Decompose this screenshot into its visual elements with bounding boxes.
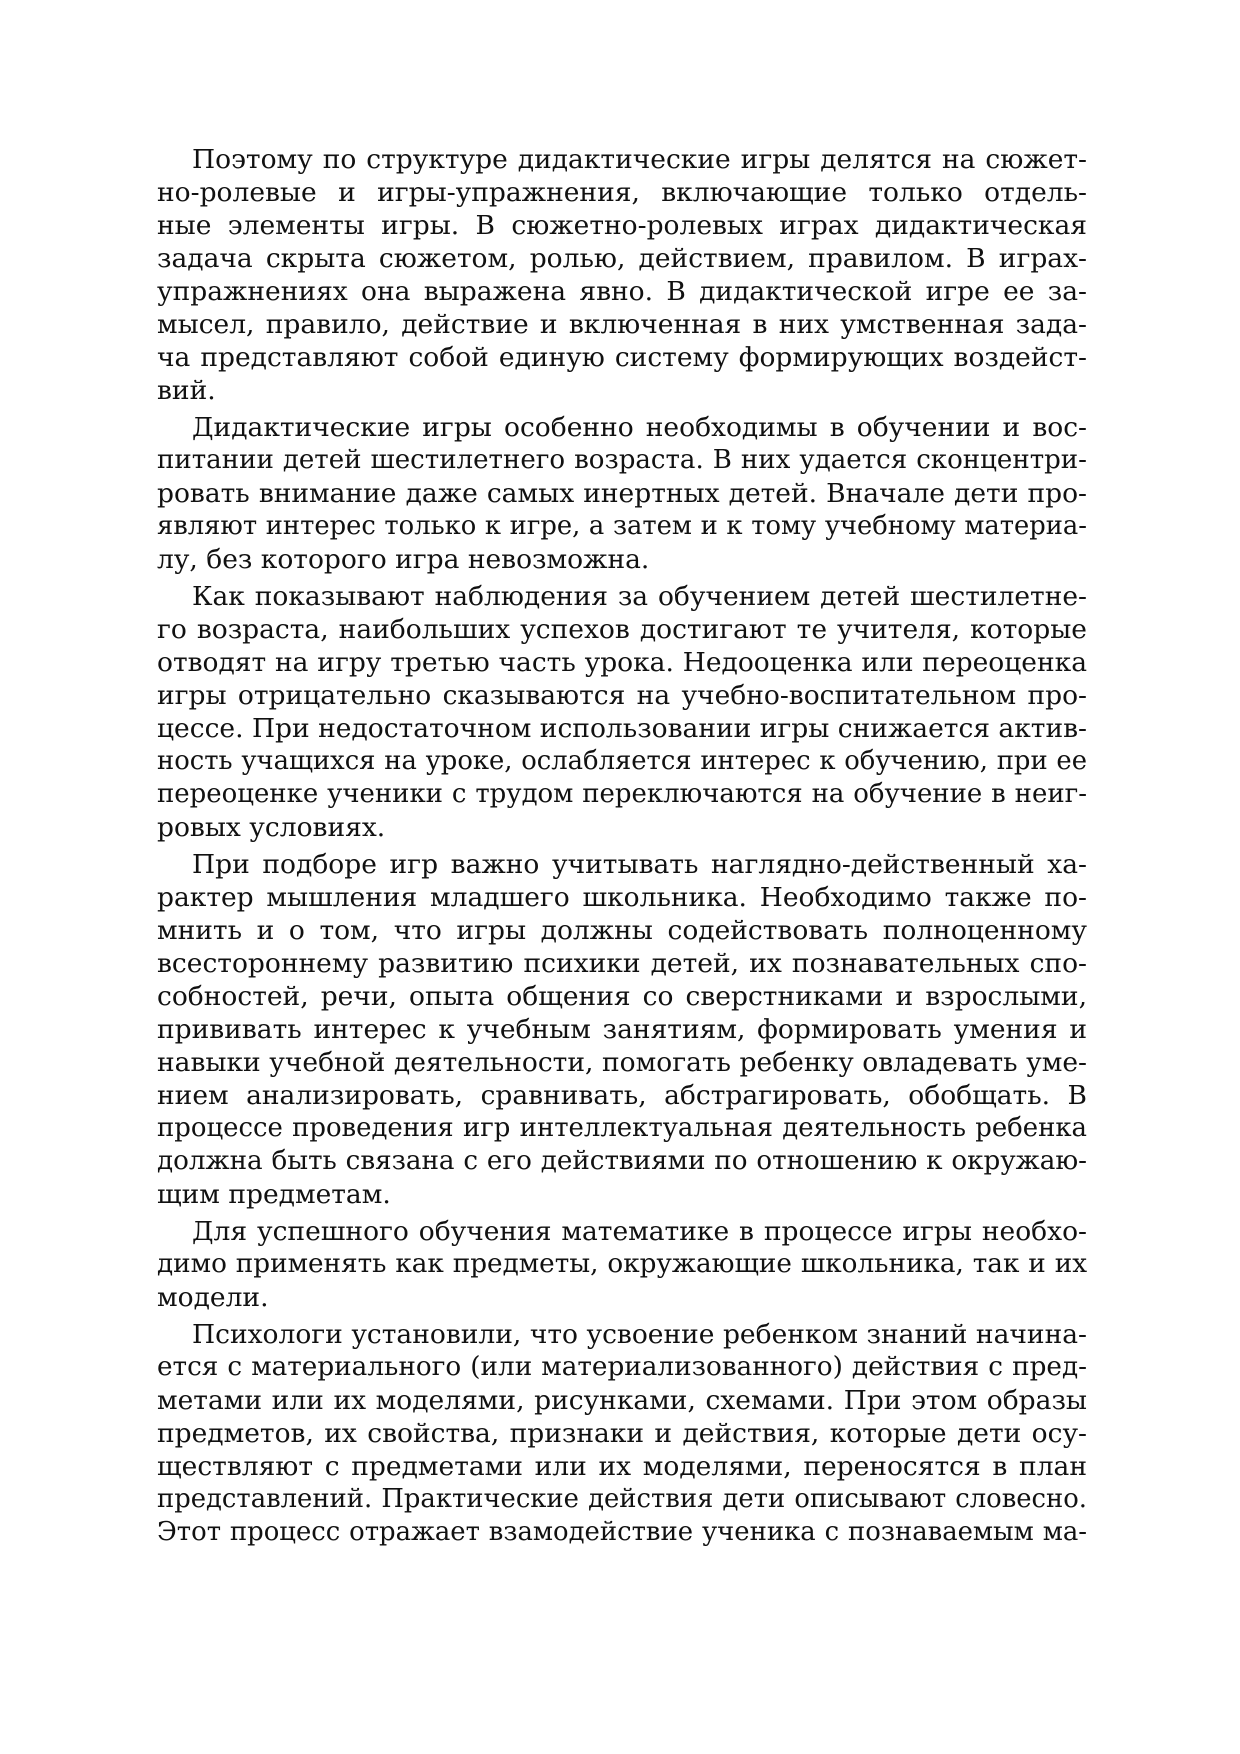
text-line: предметов, их свойства, признаки и действия, которые дети осу- (157, 1418, 1087, 1449)
paragraph (157, 143, 1087, 407)
text-line: ча представляют собой единую систему формирующих воздейст- (157, 342, 1087, 373)
text-line: нием анализировать, сравнивать, абстрагировать, обобщать. В (157, 1080, 1087, 1111)
text-line: мысел, правило, действие и включенная в них умственная зада- (157, 309, 1087, 340)
text-line: собностей, речи, опыта общения со сверстниками и взрослыми, (157, 981, 1087, 1012)
text-line: цессе. При недостаточном использовании игры снижается актив- (157, 713, 1087, 744)
text-line: Как показывают наблюдения за обучением детей шестилетне- (192, 581, 1087, 612)
text-line: Поэтому по структуре дидактические игры делятся на сюжет- (192, 144, 1087, 175)
text-line: прививать интерес к учебным занятиям, формировать умения и (157, 1014, 1087, 1045)
paragraph (157, 1215, 1087, 1314)
text-line: модели. (157, 1282, 269, 1313)
text-line: ровых условиях. (157, 812, 386, 843)
text-line: являют интерес только к игре, а затем и к тому учебному материа- (157, 511, 1087, 541)
text-line: Для успешного обучения математике в процессе игры необхо- (192, 1216, 1087, 1247)
paragraph (157, 411, 1087, 576)
text-line: го возраста, наибольших успехов достигают те учителя, которые (157, 614, 1087, 645)
text-line: При подборе игр важно учитывать наглядно-действенный ха- (192, 849, 1087, 880)
text-line: рактер мышления младшего школьника. Необходимо также по- (157, 882, 1087, 913)
text-line: должна быть связана с его действиями по отношению к окружаю- (157, 1146, 1087, 1176)
text-line: навыки учебной деятельности, помогать ребенку овладевать уме- (157, 1047, 1087, 1078)
paragraph (157, 580, 1087, 844)
text-line: ется с материального (или материализованного) действия с пред- (157, 1352, 1087, 1382)
text-line: представлений. Практические действия дети описывают словесно. (157, 1484, 1087, 1514)
text-line: Психологи установили, что усвоение ребенком знаний начина- (192, 1319, 1087, 1350)
text-line: димо применять как предметы, окружающие школьника, так и их (157, 1249, 1087, 1279)
text-line: всестороннему развитию психики детей, их познавательных спо- (157, 948, 1087, 979)
text-line: ществляют с предметами или их моделями, переносятся в план (157, 1451, 1087, 1482)
text-line: процессе проведения игр интеллектуальная деятельность ребенка (157, 1113, 1087, 1143)
text-line: отводят на игру третью часть урока. Недооценка или переоценка (157, 647, 1087, 678)
text-line: упражнениях она выражена явно. В дидактической игре ее за- (157, 276, 1087, 307)
text-line: но-ролевые и игры-упражнения, включающие только отдель- (157, 177, 1087, 208)
text-line: ность учащихся на уроке, ослабляется интерес к обучению, при ее (157, 746, 1087, 776)
text-line: питании детей шестилетнего возраста. В них удается сконцентри- (157, 445, 1087, 475)
text-line: ные элементы игры. В сюжетно-ролевых играх дидактическая (157, 210, 1087, 241)
text-line: игры отрицательно сказываются на учебно-воспитательном про- (157, 680, 1087, 711)
text-line: переоценке ученики с трудом переключаются на обучение в неиг- (157, 779, 1087, 809)
text-line: Этот процесс отражает взамодействие ученика с познаваемым ма- (157, 1517, 1087, 1547)
text-line: метами или их моделями, рисунками, схемами. При этом образы (157, 1385, 1087, 1416)
paragraph (157, 1318, 1087, 1549)
text-line: мнить и о том, что игры должны содействовать полноценному (157, 915, 1087, 946)
text-line: ровать внимание даже самых инертных детей. Вначале дети про- (157, 478, 1087, 509)
text-line: задача скрыта сюжетом, ролью, действием, правилом. В играх- (157, 243, 1087, 274)
body-text (157, 143, 1087, 1553)
text-line: лу, без которого игра невозможна. (157, 544, 650, 575)
text-line: щим предметам. (157, 1179, 391, 1210)
text-line: Дидактические игры особенно необходимы в обучении и вос- (192, 412, 1087, 443)
text-line: вий. (157, 375, 216, 406)
paragraph (157, 848, 1087, 1211)
